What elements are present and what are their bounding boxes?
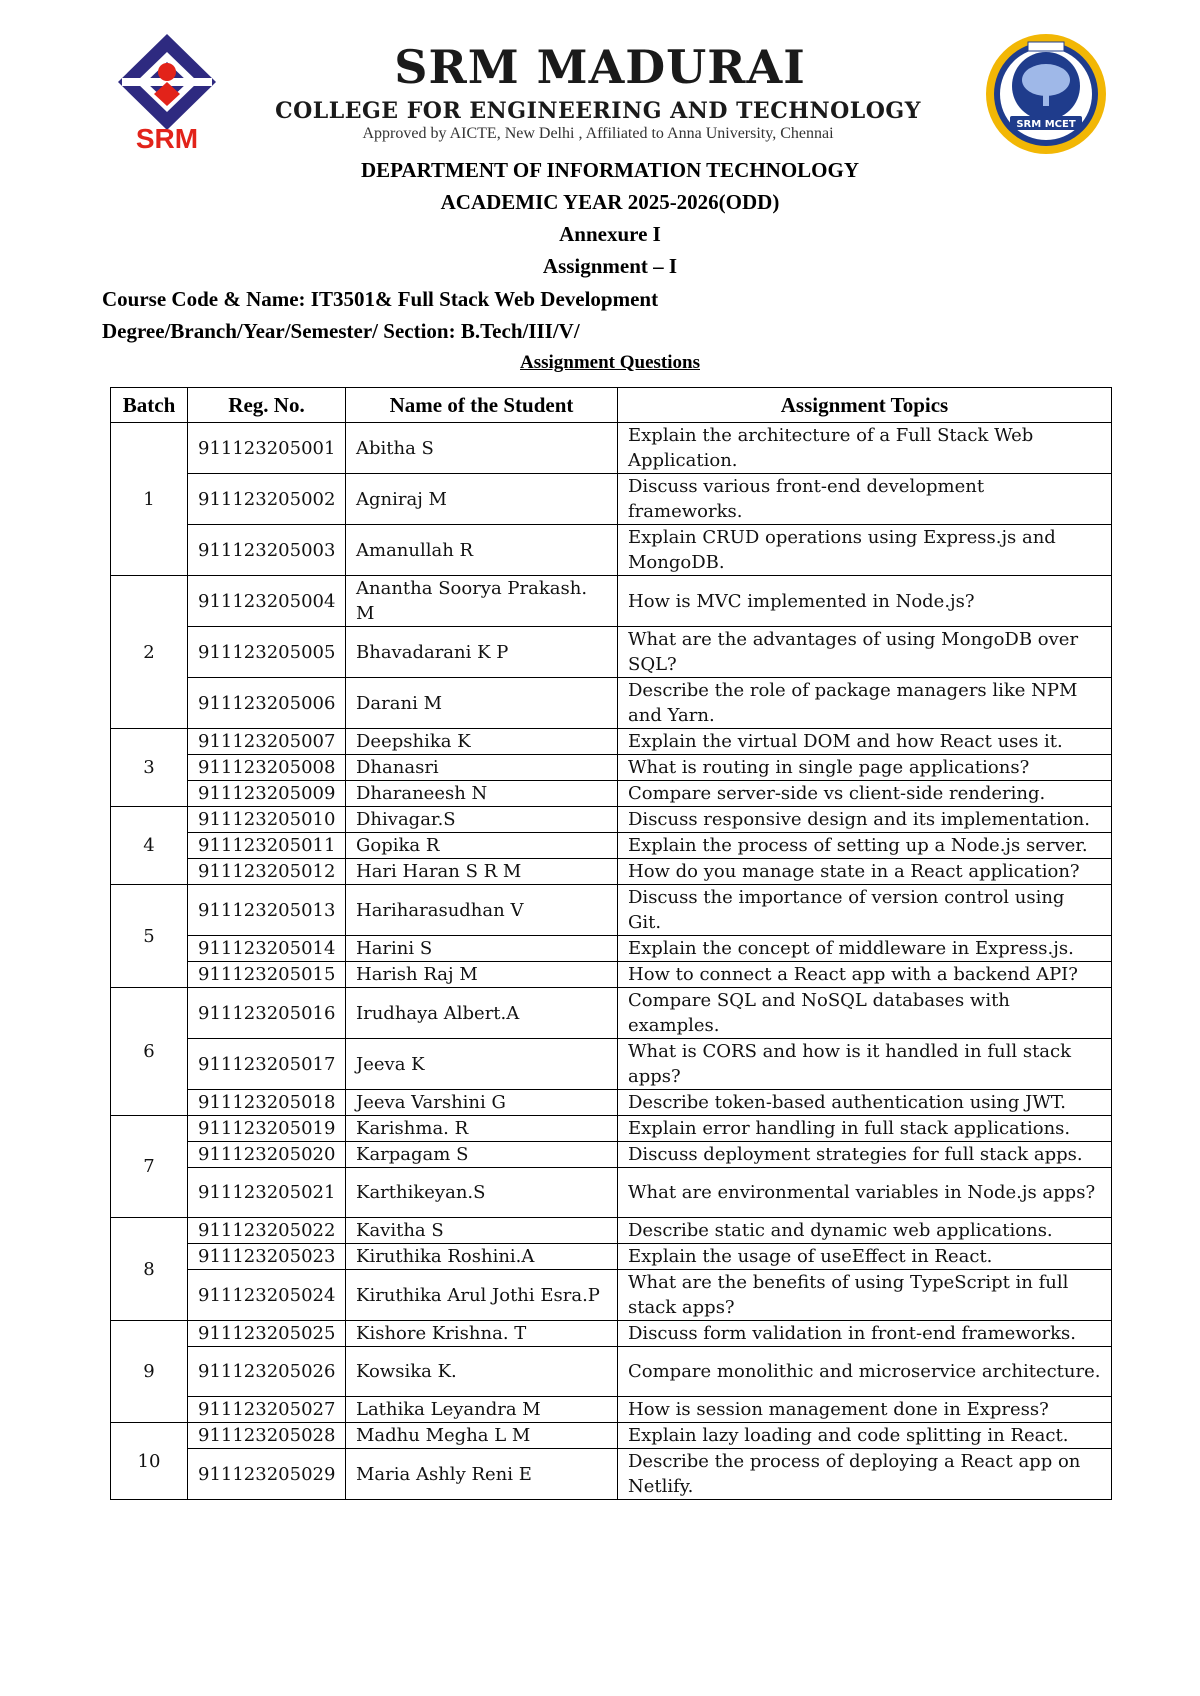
table-row bbox=[111, 525, 1112, 576]
student-name-cell: Darani M bbox=[346, 678, 618, 729]
reg-no-cell: 911123205028 bbox=[188, 1423, 346, 1449]
topic-cell: Discuss form validation in front-end frameworks. bbox=[618, 1321, 1112, 1347]
table-row bbox=[111, 1321, 1112, 1347]
topic-cell: Compare server-side vs client-side rendering. bbox=[618, 781, 1112, 807]
student-name-cell: Hariharasudhan V bbox=[346, 885, 618, 936]
table-row bbox=[111, 474, 1112, 525]
topic-cell: Describe the role of package managers like NPM and Yarn. bbox=[618, 678, 1112, 729]
batch-cell: 6 bbox=[111, 988, 188, 1116]
topic-cell: Compare monolithic and microservice architecture. bbox=[618, 1347, 1112, 1397]
table-row bbox=[111, 1116, 1112, 1142]
student-name-cell: Kiruthika Roshini.A bbox=[346, 1244, 618, 1270]
topic-cell: Compare SQL and NoSQL databases with examples. bbox=[618, 988, 1112, 1039]
reg-no-cell: 911123205016 bbox=[188, 988, 346, 1039]
topic-cell: Explain the architecture of a Full Stack Web Application. bbox=[618, 423, 1112, 474]
reg-no-cell: 911123205017 bbox=[188, 1039, 346, 1090]
table-row bbox=[111, 1168, 1112, 1218]
topic-cell: Discuss responsive design and its implementation. bbox=[618, 807, 1112, 833]
topic-cell: What is CORS and how is it handled in full stack apps? bbox=[618, 1039, 1112, 1090]
column-header-topic: Assignment Topics bbox=[618, 388, 1112, 423]
reg-no-cell: 911123205011 bbox=[188, 833, 346, 859]
assignment-table bbox=[110, 387, 1112, 1500]
student-name-cell: Harish Raj M bbox=[346, 962, 618, 988]
reg-no-cell: 911123205022 bbox=[188, 1218, 346, 1244]
reg-no-cell: 911123205023 bbox=[188, 1244, 346, 1270]
topic-cell: How is MVC implemented in Node.js? bbox=[618, 576, 1112, 627]
academic-year: ACADEMIC YEAR 2025-2026(ODD) bbox=[440, 190, 780, 214]
srm-logo bbox=[112, 32, 222, 152]
reg-no-cell: 911123205012 bbox=[188, 859, 346, 885]
student-name-cell: Agniraj M bbox=[346, 474, 618, 525]
student-name-cell: Amanullah R bbox=[346, 525, 618, 576]
topic-cell: Describe token-based authentication using JWT. bbox=[618, 1090, 1112, 1116]
batch-cell: 10 bbox=[111, 1423, 188, 1500]
batch-cell: 3 bbox=[111, 729, 188, 807]
department-title: DEPARTMENT OF INFORMATION TECHNOLOGY bbox=[360, 158, 860, 182]
student-name-cell: Jeeva Varshini G bbox=[346, 1090, 618, 1116]
table-row bbox=[111, 1039, 1112, 1090]
table-row bbox=[111, 1347, 1112, 1397]
logo-left-label: SRM bbox=[135, 123, 199, 152]
reg-no-cell: 911123205024 bbox=[188, 1270, 346, 1321]
topic-cell: Describe the process of deploying a React app on Netlify. bbox=[618, 1449, 1112, 1500]
topic-cell: Discuss various front-end development frameworks. bbox=[618, 474, 1112, 525]
student-name-cell: Anantha Soorya Prakash. M bbox=[346, 576, 618, 627]
batch-cell: 2 bbox=[111, 576, 188, 729]
batch-cell: 4 bbox=[111, 807, 188, 885]
table-row bbox=[111, 936, 1112, 962]
table-header-row bbox=[111, 388, 1112, 423]
reg-no-cell: 911123205025 bbox=[188, 1321, 346, 1347]
table-body bbox=[111, 423, 1112, 1500]
reg-no-cell: 911123205005 bbox=[188, 627, 346, 678]
reg-no-cell: 911123205027 bbox=[188, 1397, 346, 1423]
table-row bbox=[111, 1090, 1112, 1116]
table-row bbox=[111, 576, 1112, 627]
student-name-cell: Kiruthika Arul Jothi Esra.P bbox=[346, 1270, 618, 1321]
batch-cell: 7 bbox=[111, 1116, 188, 1218]
reg-no-cell: 911123205008 bbox=[188, 755, 346, 781]
student-name-cell: Hari Haran S R M bbox=[346, 859, 618, 885]
reg-no-cell: 911123205015 bbox=[188, 962, 346, 988]
student-name-cell: Kavitha S bbox=[346, 1218, 618, 1244]
logo-right-label: SRM MCET bbox=[1016, 119, 1076, 130]
reg-no-cell: 911123205021 bbox=[188, 1168, 346, 1218]
topic-cell: Explain the usage of useEffect in React. bbox=[618, 1244, 1112, 1270]
student-name-cell: Kowsika K. bbox=[346, 1347, 618, 1397]
student-name-cell: Kishore Krishna. T bbox=[346, 1321, 618, 1347]
table-row bbox=[111, 807, 1112, 833]
batch-cell: 8 bbox=[111, 1218, 188, 1321]
table-row bbox=[111, 781, 1112, 807]
reg-no-cell: 911123205009 bbox=[188, 781, 346, 807]
reg-no-cell: 911123205001 bbox=[188, 423, 346, 474]
topic-cell: Explain CRUD operations using Express.js and MongoDB. bbox=[618, 525, 1112, 576]
topic-cell: Describe static and dynamic web applications. bbox=[618, 1218, 1112, 1244]
student-name-cell: Harini S bbox=[346, 936, 618, 962]
student-name-cell: Bhavadarani K P bbox=[346, 627, 618, 678]
student-name-cell: Karpagam S bbox=[346, 1142, 618, 1168]
student-name-cell: Dhanasri bbox=[346, 755, 618, 781]
batch-cell: 5 bbox=[111, 885, 188, 988]
course-line: Course Code & Name: IT3501& Full Stack Web Development bbox=[102, 287, 659, 311]
reg-no-cell: 911123205026 bbox=[188, 1347, 346, 1397]
topic-cell: Explain the concept of middleware in Express.js. bbox=[618, 936, 1112, 962]
table-row bbox=[111, 962, 1112, 988]
topic-cell: How to connect a React app with a backend API? bbox=[618, 962, 1112, 988]
table-row bbox=[111, 885, 1112, 936]
assignment-title: Assignment – I bbox=[542, 254, 678, 278]
topic-cell: What are the benefits of using TypeScript in full stack apps? bbox=[618, 1270, 1112, 1321]
reg-no-cell: 911123205014 bbox=[188, 936, 346, 962]
table-row bbox=[111, 1244, 1112, 1270]
table-row bbox=[111, 1449, 1112, 1500]
student-name-cell: Karthikeyan.S bbox=[346, 1168, 618, 1218]
topic-cell: Discuss deployment strategies for full stack apps. bbox=[618, 1142, 1112, 1168]
student-name-cell: Maria Ashly Reni E bbox=[346, 1449, 618, 1500]
student-name-cell: Lathika Leyandra M bbox=[346, 1397, 618, 1423]
degree-line: Degree/Branch/Year/Semester/ Section: B.Tech/III/V/ bbox=[102, 319, 580, 343]
reg-no-cell: 911123205013 bbox=[188, 885, 346, 936]
reg-no-cell: 911123205007 bbox=[188, 729, 346, 755]
reg-no-cell: 911123205003 bbox=[188, 525, 346, 576]
topic-cell: What are the advantages of using MongoDB over SQL? bbox=[618, 627, 1112, 678]
reg-no-cell: 911123205018 bbox=[188, 1090, 346, 1116]
topic-cell: Explain the process of setting up a Node.js server. bbox=[618, 833, 1112, 859]
table-row bbox=[111, 729, 1112, 755]
student-name-cell: Irudhaya Albert.A bbox=[346, 988, 618, 1039]
student-name-cell: Jeeva K bbox=[346, 1039, 618, 1090]
student-name-cell: Dhivagar.S bbox=[346, 807, 618, 833]
student-name-cell: Abitha S bbox=[346, 423, 618, 474]
reg-no-cell: 911123205006 bbox=[188, 678, 346, 729]
table-row bbox=[111, 755, 1112, 781]
table-row bbox=[111, 678, 1112, 729]
table-row bbox=[111, 859, 1112, 885]
reg-no-cell: 911123205002 bbox=[188, 474, 346, 525]
topic-cell: How do you manage state in a React application? bbox=[618, 859, 1112, 885]
student-name-cell: Deepshika K bbox=[346, 729, 618, 755]
reg-no-cell: 911123205029 bbox=[188, 1449, 346, 1500]
topic-cell: Explain lazy loading and code splitting in React. bbox=[618, 1423, 1112, 1449]
table-row bbox=[111, 1423, 1112, 1449]
column-header-reg-no: Reg. No. bbox=[188, 388, 346, 423]
srm-mcet-emblem bbox=[980, 32, 1112, 156]
topic-cell: Explain error handling in full stack applications. bbox=[618, 1116, 1112, 1142]
batch-cell: 9 bbox=[111, 1321, 188, 1423]
college-name: SRM MADURAI bbox=[394, 40, 806, 94]
table-row bbox=[111, 1218, 1112, 1244]
approval-line: Approved by AICTE, New Delhi , Affiliated to Anna University, Chennai bbox=[362, 125, 834, 142]
reg-no-cell: 911123205004 bbox=[188, 576, 346, 627]
student-name-cell: Karishma. R bbox=[346, 1116, 618, 1142]
student-name-cell: Dharaneesh N bbox=[346, 781, 618, 807]
topic-cell: Discuss the importance of version control using Git. bbox=[618, 885, 1112, 936]
annexure-title: Annexure I bbox=[559, 222, 661, 246]
table-row bbox=[111, 833, 1112, 859]
questions-heading: Assignment Questions bbox=[520, 352, 700, 373]
student-name-cell: Madhu Megha L M bbox=[346, 1423, 618, 1449]
topic-cell: What is routing in single page applications? bbox=[618, 755, 1112, 781]
reg-no-cell: 911123205010 bbox=[188, 807, 346, 833]
topic-cell: How is session management done in Express? bbox=[618, 1397, 1112, 1423]
reg-no-cell: 911123205019 bbox=[188, 1116, 346, 1142]
reg-no-cell: 911123205020 bbox=[188, 1142, 346, 1168]
column-header-name: Name of the Student bbox=[346, 388, 618, 423]
column-header-batch: Batch bbox=[111, 388, 188, 423]
topic-cell: Explain the virtual DOM and how React uses it. bbox=[618, 729, 1112, 755]
college-subtitle: COLLEGE FOR ENGINEERING AND TECHNOLOGY bbox=[275, 98, 921, 124]
table-row bbox=[111, 988, 1112, 1039]
table-row bbox=[111, 1270, 1112, 1321]
batch-cell: 1 bbox=[111, 423, 188, 576]
topic-cell: What are environmental variables in Node.js apps? bbox=[618, 1168, 1112, 1218]
table-row bbox=[111, 1142, 1112, 1168]
table-row bbox=[111, 627, 1112, 678]
student-name-cell: Gopika R bbox=[346, 833, 618, 859]
table-row bbox=[111, 423, 1112, 474]
table-row bbox=[111, 1397, 1112, 1423]
